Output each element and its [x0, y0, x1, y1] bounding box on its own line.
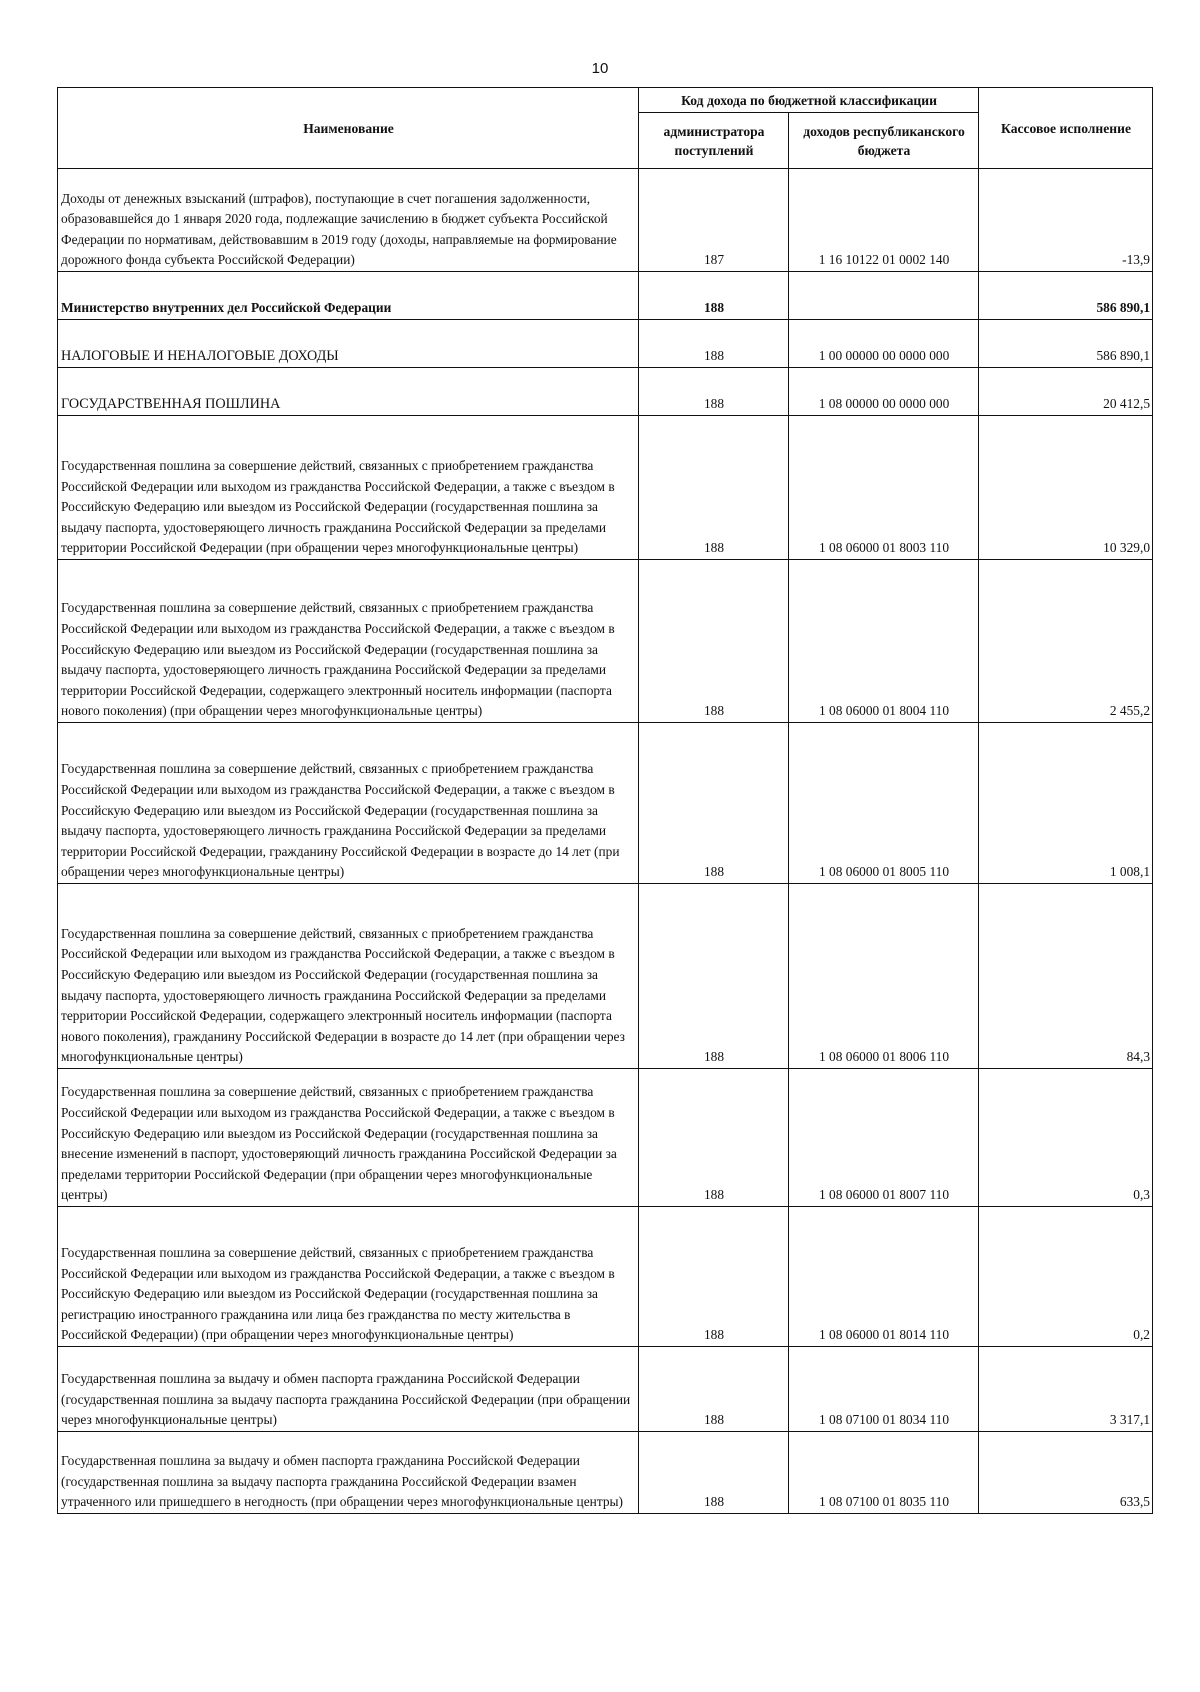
row-revenue-code: 1 08 06000 01 8007 110 [789, 1069, 979, 1207]
table-row [58, 1432, 1153, 1514]
row-amount: 20 412,5 [979, 368, 1153, 416]
row-amount: 586 890,1 [979, 272, 1153, 320]
row-revenue-code: 1 08 07100 01 8035 110 [789, 1432, 979, 1514]
row-revenue-code: 1 08 06000 01 8014 110 [789, 1207, 979, 1347]
header-admin: администратора поступлений [639, 113, 789, 169]
row-admin-code: 188 [639, 1432, 789, 1514]
row-name: Государственная пошлина за выдачу и обмен паспорта гражданина Российской Федерации (государственная пошлина за выдачу паспорта гражданина Российской Федерации (при обращении через многофункциональные центры) [58, 1347, 639, 1432]
table-row [58, 1207, 1153, 1347]
row-amount: 1 008,1 [979, 723, 1153, 884]
row-amount: -13,9 [979, 169, 1153, 272]
row-admin-code: 188 [639, 272, 789, 320]
row-revenue-code: 1 08 06000 01 8005 110 [789, 723, 979, 884]
row-amount: 586 890,1 [979, 320, 1153, 368]
row-name: Министерство внутренних дел Российской Федерации [58, 272, 639, 320]
row-name: Государственная пошлина за совершение действий, связанных с приобретением гражданства Российской Федерации или выходом из гражданства Российской Федерации, а также с въездом в Российскую Федерацию или выездом из Российской Федерации (государственная пошлина за внесение изменений в паспорт, удостоверяющий личность гражданина Российской Федерации за пределами территории Российской Федерации (при обращении через многофункциональные центры) [58, 1069, 639, 1207]
table-row [58, 416, 1153, 560]
table-row [58, 368, 1153, 416]
row-revenue-code: 1 08 06000 01 8003 110 [789, 416, 979, 560]
table-row [58, 320, 1153, 368]
row-name: Государственная пошлина за совершение действий, связанных с приобретением гражданства Российской Федерации или выходом из гражданства Российской Федерации, а также с въездом в Российскую Федерацию или выездом из Российской Федерации (государственная пошлина за выдачу паспорта, удостоверяющего личность гражданина Российской Федерации за пределами территории Российской Федерации, содержащего электронный носитель информации (паспорта нового поколения) (при обращении через многофункциональные центры) [58, 560, 639, 723]
row-revenue-code: 1 08 00000 00 0000 000 [789, 368, 979, 416]
row-amount: 10 329,0 [979, 416, 1153, 560]
header-revenue: доходов республиканского бюджета [789, 113, 979, 169]
row-revenue-code: 1 00 00000 00 0000 000 [789, 320, 979, 368]
table-body [58, 169, 1153, 1514]
table-row [58, 723, 1153, 884]
row-admin-code: 188 [639, 1207, 789, 1347]
row-revenue-code: 1 08 06000 01 8004 110 [789, 560, 979, 723]
row-name: ГОСУДАРСТВЕННАЯ ПОШЛИНА [58, 368, 639, 416]
row-revenue-code: 1 08 07100 01 8034 110 [789, 1347, 979, 1432]
row-name: Государственная пошлина за совершение действий, связанных с приобретением гражданства Российской Федерации или выходом из гражданства Российской Федерации, а также с въездом в Российскую Федерацию или выездом из Российской Федерации (государственная пошлина за выдачу паспорта, удостоверяющего личность гражданина Российской Федерации за пределами территории Российской Федерации, содержащего электронный носитель информации (паспорта нового поколения), гражданину Российской Федерации в возрасте до 14 лет (при обращении через многофункциональные центры) [58, 884, 639, 1069]
row-amount: 633,5 [979, 1432, 1153, 1514]
row-revenue-code: 1 16 10122 01 0002 140 [789, 169, 979, 272]
row-name: Государственная пошлина за совершение действий, связанных с приобретением гражданства Российской Федерации или выходом из гражданства Российской Федерации, а также с въездом в Российскую Федерацию или выездом из Российской Федерации (государственная пошлина за выдачу паспорта, удостоверяющего личность гражданина Российской Федерации за пределами территории Российской Федерации (при обращении через многофункциональные центры) [58, 416, 639, 560]
row-amount: 2 455,2 [979, 560, 1153, 723]
table-row [58, 1347, 1153, 1432]
table-header [58, 88, 1153, 169]
page-number: 10 [591, 60, 609, 77]
row-amount: 0,2 [979, 1207, 1153, 1347]
row-admin-code: 188 [639, 416, 789, 560]
row-revenue-code [789, 272, 979, 320]
row-name: Доходы от денежных взысканий (штрафов), поступающие в счет погашения задолженности, образовавшейся до 1 января 2020 года, подлежащие зачислению в бюджет субъекта Российской Федерации по нормативам, действовавшим в 2019 году (доходы, направляемые на формирование дорожного фонда субъекта Российской Федерации) [58, 169, 639, 272]
table-row [58, 560, 1153, 723]
table-row [58, 1069, 1153, 1207]
header-cash-execution: Кассовое исполнение [979, 88, 1153, 169]
table-row [58, 884, 1153, 1069]
row-revenue-code: 1 08 06000 01 8006 110 [789, 884, 979, 1069]
row-amount: 3 317,1 [979, 1347, 1153, 1432]
row-amount: 0,3 [979, 1069, 1153, 1207]
row-name: Государственная пошлина за совершение действий, связанных с приобретением гражданства Российской Федерации или выходом из гражданства Российской Федерации, а также с въездом в Российскую Федерацию или выездом из Российской Федерации (государственная пошлина за выдачу паспорта, удостоверяющего личность гражданина Российской Федерации за пределами территории Российской Федерации, гражданину Российской Федерации в возрасте до 14 лет (при обращении через многофункциональные центры) [58, 723, 639, 884]
row-name: Государственная пошлина за выдачу и обмен паспорта гражданина Российской Федерации (государственная пошлина за выдачу паспорта гражданина Российской Федерации взамен утраченного или пришедшего в негодность (при обращении через многофункциональные центры) [58, 1432, 639, 1514]
table-row [58, 169, 1153, 272]
row-admin-code: 188 [639, 723, 789, 884]
row-admin-code: 188 [639, 560, 789, 723]
table-row [58, 272, 1153, 320]
row-admin-code: 188 [639, 368, 789, 416]
row-name: НАЛОГОВЫЕ И НЕНАЛОГОВЫЕ ДОХОДЫ [58, 320, 639, 368]
row-admin-code: 188 [639, 1069, 789, 1207]
header-code-group: Код дохода по бюджетной классификации [639, 88, 979, 113]
row-admin-code: 188 [639, 884, 789, 1069]
row-name: Государственная пошлина за совершение действий, связанных с приобретением гражданства Российской Федерации или выходом из гражданства Российской Федерации, а также с въездом в Российскую Федерацию или выездом из Российской Федерации (государственная пошлина за регистрацию иностранного гражданина или лица без гражданства по месту жительства в Российской Федерации) (при обращении через многофункциональные центры) [58, 1207, 639, 1347]
header-name: Наименование [58, 88, 639, 169]
row-admin-code: 187 [639, 169, 789, 272]
row-admin-code: 188 [639, 320, 789, 368]
row-admin-code: 188 [639, 1347, 789, 1432]
budget-table [57, 87, 1153, 1514]
row-amount: 84,3 [979, 884, 1153, 1069]
